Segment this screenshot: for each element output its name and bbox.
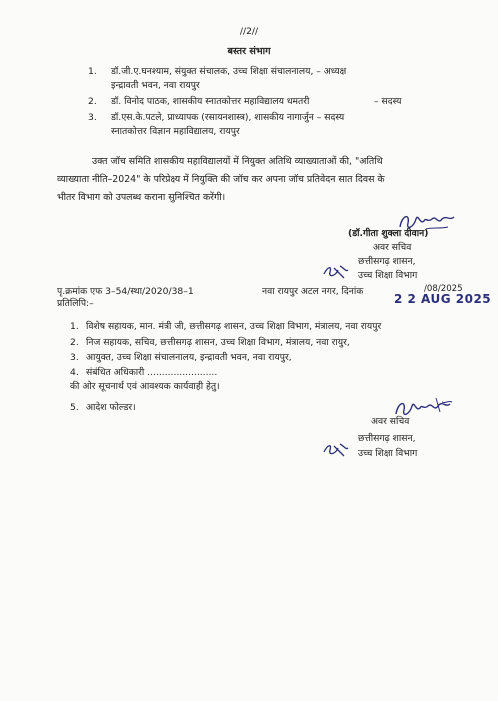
endorsement-place-date: नवा रायपुर अटल नगर, दिनांक xyxy=(262,286,364,297)
signatory-1-dept: उच्च शिक्षा विभाग xyxy=(358,270,418,281)
body-line-1: उक्त जॉच समिति शासकीय महाविद्यालयों में नियुक्त अतिथि व्याख्याताओं की, "अतिथि xyxy=(92,156,383,167)
member-2-role: – सदस्य xyxy=(374,96,402,107)
copy-3-text: आयुक्त, उच्च शिक्षा संचालनालय, इन्द्रावती भवन, नवा रायपुर, xyxy=(86,352,292,363)
signatory-2-dept: उच्च शिक्षा विभाग xyxy=(358,448,418,459)
endorsement-date-written: /08/2025 xyxy=(424,284,463,294)
copy-1-num: 1. xyxy=(70,321,79,332)
signatory-2-designation: अवर सचिव xyxy=(371,416,410,427)
member-3-line1: डॉ.एस.के.पटले, प्राध्यापक (रसायनशास्त्र), शासकीय नागार्जुन – सदस्य xyxy=(111,112,345,123)
copy-2-text: निज सहायक, सचिव, छत्तीसगढ़ शासन, उच्च शिक्षा विभाग, मंत्रालय, नवा रायुर, xyxy=(86,337,350,348)
signatory-1-govt: छत्तीसगढ़ शासन, xyxy=(358,256,416,267)
info-note: की ओर सूचनार्थ एवं आवश्यक कार्यवाही हेतु। xyxy=(70,381,220,392)
copy-to-label: प्रतिलिपि:– xyxy=(57,298,94,309)
page-number: //2// xyxy=(239,26,259,37)
initials-2-image xyxy=(322,440,350,458)
member-1-line2: इन्द्रावती भवन, नवा रायपुर xyxy=(111,80,200,91)
date-stamp: 2 2 AUG 2025 xyxy=(394,292,492,306)
signatory-1-name: (डॉ.गीता शुक्ला दीवान) xyxy=(348,228,429,239)
member-3-num: 3. xyxy=(88,112,97,123)
member-3-line2: स्नातकोत्तर विज्ञान महाविद्यालय, रायपुर xyxy=(111,126,240,137)
member-1-num: 1. xyxy=(88,66,97,77)
copy-3-num: 3. xyxy=(70,352,79,363)
copy-4-num: 4. xyxy=(70,367,79,378)
member-2-line1: डॉ. विनोद पाठक, शासकीय स्नातकोत्तर महाविद्यालय धमतरी xyxy=(111,96,310,107)
body-line-3: भीतर विभाग को उपलब्ध कराना सुनिश्चित करेंगी। xyxy=(57,192,226,203)
signatory-2-govt: छत्तीसगढ़ शासन, xyxy=(358,433,416,444)
member-2-num: 2. xyxy=(88,96,97,107)
file-num: 5. xyxy=(70,402,79,413)
member-1-line1: डॉ.जी.ए.घनश्याम, संयुक्त संचालक, उच्च शिक्षा संचालनालय, – अध्यक्ष xyxy=(111,66,347,77)
copy-2-num: 2. xyxy=(70,337,79,348)
initials-1-image xyxy=(322,262,350,280)
copy-1-text: विशेष सहायक, मान. मंत्री जी, छत्तीसगढ़ शासन, उच्च शिक्षा विभाग, मंत्रालय, नवा रायपुर xyxy=(86,321,382,332)
copy-4-text: संबंधित अधिकारी ........................ xyxy=(86,367,218,378)
endorsement-ref: पृ.क्रमांक एफ 3–54/स्था/2020/38–1 xyxy=(57,286,194,297)
body-line-2: व्याख्याता नीति–2024" के परिप्रेक्ष्य में नियुक्ति की जॉच कर अपना जॉच प्रतिवेदन सात दिवस के xyxy=(57,174,385,185)
signatory-1-designation: अवर सचिव xyxy=(373,242,412,253)
file-text: आदेश फोल्डर। xyxy=(86,402,136,413)
division-heading: बस्तर संभाग xyxy=(227,46,271,57)
